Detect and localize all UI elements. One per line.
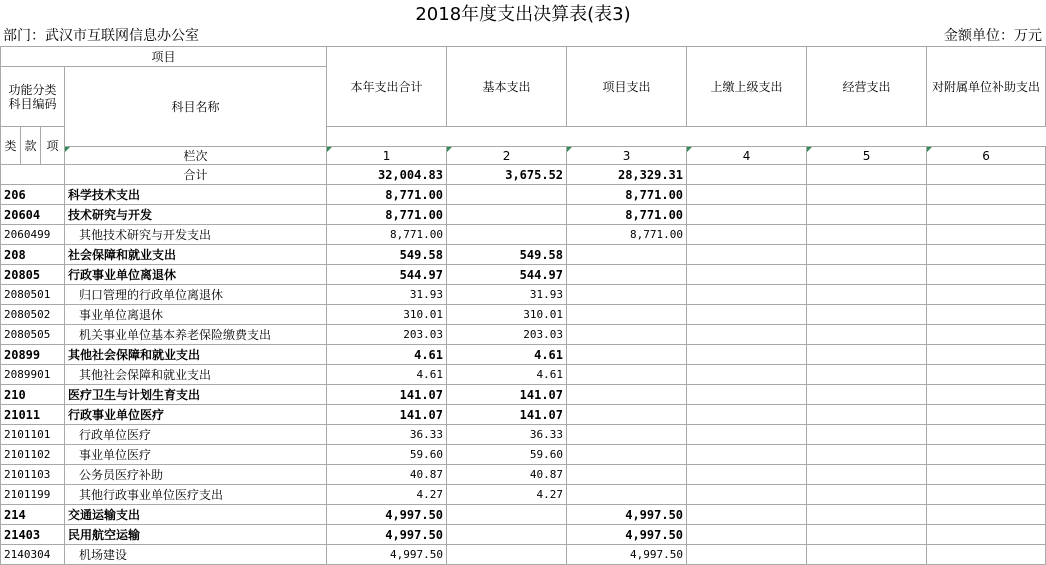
row-total: 8,771.00	[327, 225, 447, 245]
row-total: 4.61	[327, 345, 447, 365]
header-basic: 基本支出	[447, 47, 567, 127]
row-subsidy	[927, 185, 1046, 205]
row-total: 203.03	[327, 325, 447, 345]
table-row	[1, 205, 1046, 225]
row-total: 59.60	[327, 445, 447, 465]
total-label: 合计	[65, 165, 327, 185]
row-business	[807, 365, 927, 385]
row-project	[567, 325, 687, 345]
row-subsidy	[927, 265, 1046, 285]
row-code: 20805	[1, 265, 65, 285]
row-total: 4.27	[327, 485, 447, 505]
row-basic	[447, 185, 567, 205]
row-upper	[687, 485, 807, 505]
row-business	[807, 465, 927, 485]
table-row	[1, 385, 1046, 405]
table-row	[1, 465, 1046, 485]
row-name: 社会保障和就业支出	[65, 245, 327, 265]
row-upper	[687, 465, 807, 485]
total-subsidy	[927, 165, 1046, 185]
row-business	[807, 545, 927, 565]
row-upper	[687, 385, 807, 405]
row-project	[567, 245, 687, 265]
row-name: 其他行政事业单位医疗支出	[65, 485, 327, 505]
row-total: 4,997.50	[327, 525, 447, 545]
row-project	[567, 445, 687, 465]
row-basic	[447, 525, 567, 545]
row-basic: 40.87	[447, 465, 567, 485]
row-subsidy	[927, 345, 1046, 365]
row-basic: 141.07	[447, 405, 567, 425]
row-upper	[687, 245, 807, 265]
row-basic	[447, 545, 567, 565]
row-project: 4,997.50	[567, 545, 687, 565]
row-project	[567, 425, 687, 445]
row-business	[807, 285, 927, 305]
row-business	[807, 385, 927, 405]
row-code: 2101103	[1, 465, 65, 485]
col-number-3: 3	[567, 147, 687, 165]
header-kuan: 款	[21, 127, 41, 165]
row-total: 544.97	[327, 265, 447, 285]
row-project	[567, 385, 687, 405]
table-row	[1, 545, 1046, 565]
table-row	[1, 445, 1046, 465]
row-total: 4.61	[327, 365, 447, 385]
header-xiang: 项	[41, 127, 65, 165]
row-code: 2101199	[1, 485, 65, 505]
row-project: 8,771.00	[567, 205, 687, 225]
row-name: 科学技术支出	[65, 185, 327, 205]
row-basic: 544.97	[447, 265, 567, 285]
department-label: 部门：武汉市互联网信息办公室	[3, 28, 199, 44]
row-subsidy	[927, 405, 1046, 425]
row-basic	[447, 205, 567, 225]
header-business: 经营支出	[807, 47, 927, 127]
row-code: 208	[1, 245, 65, 265]
col-number-1: 1	[327, 147, 447, 165]
row-upper	[687, 185, 807, 205]
row-business	[807, 305, 927, 325]
row-subsidy	[927, 425, 1046, 445]
table-row	[1, 365, 1046, 385]
row-code: 210	[1, 385, 65, 405]
row-code: 2080501	[1, 285, 65, 305]
row-name: 事业单位离退休	[65, 305, 327, 325]
row-basic: 36.33	[447, 425, 567, 445]
row-project	[567, 285, 687, 305]
row-upper	[687, 405, 807, 425]
row-subsidy	[927, 465, 1046, 485]
row-business	[807, 405, 927, 425]
table-row	[1, 245, 1046, 265]
row-code: 2080505	[1, 325, 65, 345]
row-name: 事业单位医疗	[65, 445, 327, 465]
row-code: 2101102	[1, 445, 65, 465]
row-subsidy	[927, 445, 1046, 465]
row-basic: 203.03	[447, 325, 567, 345]
row-code: 20899	[1, 345, 65, 365]
row-business	[807, 245, 927, 265]
table-row	[1, 505, 1046, 525]
table-row	[1, 225, 1046, 245]
row-subsidy	[927, 525, 1046, 545]
row-total: 31.93	[327, 285, 447, 305]
row-subsidy	[927, 365, 1046, 385]
row-project	[567, 305, 687, 325]
row-name: 归口管理的行政单位离退休	[65, 285, 327, 305]
header-project: 项目支出	[567, 47, 687, 127]
total-basic: 3,675.52	[447, 165, 567, 185]
row-upper	[687, 445, 807, 465]
total-project: 28,329.31	[567, 165, 687, 185]
row-total: 4,997.50	[327, 505, 447, 525]
row-total: 4,997.50	[327, 545, 447, 565]
row-basic	[447, 225, 567, 245]
row-business	[807, 265, 927, 285]
row-project	[567, 405, 687, 425]
row-name: 机场建设	[65, 545, 327, 565]
row-name: 其他社会保障和就业支出	[65, 345, 327, 365]
row-basic: 141.07	[447, 385, 567, 405]
row-upper	[687, 285, 807, 305]
row-basic: 4.61	[447, 365, 567, 385]
row-business	[807, 225, 927, 245]
header-func-code: 功能分类科目编码	[1, 67, 65, 127]
row-total: 36.33	[327, 425, 447, 445]
row-name: 行政事业单位离退休	[65, 265, 327, 285]
row-project	[567, 345, 687, 365]
row-project	[567, 365, 687, 385]
row-upper	[687, 265, 807, 285]
row-business	[807, 425, 927, 445]
row-total: 8,771.00	[327, 185, 447, 205]
row-subsidy	[927, 485, 1046, 505]
row-business	[807, 345, 927, 365]
row-basic: 549.58	[447, 245, 567, 265]
header-upper: 上缴上级支出	[687, 47, 807, 127]
row-name: 机关事业单位基本养老保险缴费支出	[65, 325, 327, 345]
row-code: 2080502	[1, 305, 65, 325]
row-name: 行政事业单位医疗	[65, 405, 327, 425]
row-upper	[687, 545, 807, 565]
col-number-4: 4	[687, 147, 807, 165]
row-business	[807, 205, 927, 225]
row-subsidy	[927, 305, 1046, 325]
table-row	[1, 185, 1046, 205]
row-subsidy	[927, 225, 1046, 245]
row-subsidy	[927, 285, 1046, 305]
row-upper	[687, 525, 807, 545]
table-row	[1, 265, 1046, 285]
row-name: 其他技术研究与开发支出	[65, 225, 327, 245]
row-basic	[447, 505, 567, 525]
row-business	[807, 485, 927, 505]
row-total: 8,771.00	[327, 205, 447, 225]
row-total: 40.87	[327, 465, 447, 485]
table-row	[1, 305, 1046, 325]
row-subsidy	[927, 205, 1046, 225]
row-business	[807, 325, 927, 345]
row-project	[567, 265, 687, 285]
col-number-6: 6	[927, 147, 1046, 165]
row-basic: 31.93	[447, 285, 567, 305]
row-basic: 4.27	[447, 485, 567, 505]
row-code: 2101101	[1, 425, 65, 445]
row-business	[807, 185, 927, 205]
row-project: 4,997.50	[567, 505, 687, 525]
row-code: 21403	[1, 525, 65, 545]
row-project	[567, 485, 687, 505]
row-basic: 310.01	[447, 305, 567, 325]
row-code: 2060499	[1, 225, 65, 245]
row-business	[807, 505, 927, 525]
row-subsidy	[927, 545, 1046, 565]
row-total: 141.07	[327, 385, 447, 405]
row-upper	[687, 365, 807, 385]
row-upper	[687, 205, 807, 225]
table-row	[1, 425, 1046, 445]
row-name: 技术研究与开发	[65, 205, 327, 225]
table-row	[1, 405, 1046, 425]
row-project: 8,771.00	[567, 185, 687, 205]
header-item: 项目	[1, 47, 327, 67]
row-basic: 4.61	[447, 345, 567, 365]
table-row	[1, 325, 1046, 345]
table-row	[1, 285, 1046, 305]
row-total: 310.01	[327, 305, 447, 325]
row-subsidy	[927, 245, 1046, 265]
row-code: 21011	[1, 405, 65, 425]
unit-label: 金额单位：万元	[944, 28, 1042, 44]
col-number-5: 5	[807, 147, 927, 165]
total-business	[807, 165, 927, 185]
header-total: 本年支出合计	[327, 47, 447, 127]
row-upper	[687, 345, 807, 365]
table-row	[1, 345, 1046, 365]
row-name: 其他社会保障和就业支出	[65, 365, 327, 385]
total-blank	[1, 165, 65, 185]
report-title: 2018年度支出决算表(表3)	[415, 4, 631, 25]
row-name: 公务员医疗补助	[65, 465, 327, 485]
row-name: 医疗卫生与计划生育支出	[65, 385, 327, 405]
row-code: 2140304	[1, 545, 65, 565]
row-project: 4,997.50	[567, 525, 687, 545]
row-business	[807, 445, 927, 465]
row-name: 民用航空运输	[65, 525, 327, 545]
row-upper	[687, 505, 807, 525]
row-business	[807, 525, 927, 545]
row-basic: 59.60	[447, 445, 567, 465]
table-row	[1, 485, 1046, 505]
row-code: 20604	[1, 205, 65, 225]
col-number-2: 2	[447, 147, 567, 165]
row-upper	[687, 225, 807, 245]
table-row	[1, 525, 1046, 545]
row-subsidy	[927, 325, 1046, 345]
header-lanci: 栏次	[65, 147, 327, 165]
row-upper	[687, 425, 807, 445]
row-total: 141.07	[327, 405, 447, 425]
row-subsidy	[927, 505, 1046, 525]
header-subsidy: 对附属单位补助支出	[927, 47, 1046, 127]
row-name: 行政单位医疗	[65, 425, 327, 445]
row-subsidy	[927, 385, 1046, 405]
row-upper	[687, 305, 807, 325]
row-code: 206	[1, 185, 65, 205]
row-project	[567, 465, 687, 485]
row-name: 交通运输支出	[65, 505, 327, 525]
header-lei: 类	[1, 127, 21, 165]
row-total: 549.58	[327, 245, 447, 265]
row-code: 214	[1, 505, 65, 525]
header-subject-name: 科目名称	[65, 67, 327, 147]
total-all: 32,004.83	[327, 165, 447, 185]
expenditure-table	[0, 46, 1046, 565]
row-code: 2089901	[1, 365, 65, 385]
total-upper	[687, 165, 807, 185]
row-upper	[687, 325, 807, 345]
row-project: 8,771.00	[567, 225, 687, 245]
